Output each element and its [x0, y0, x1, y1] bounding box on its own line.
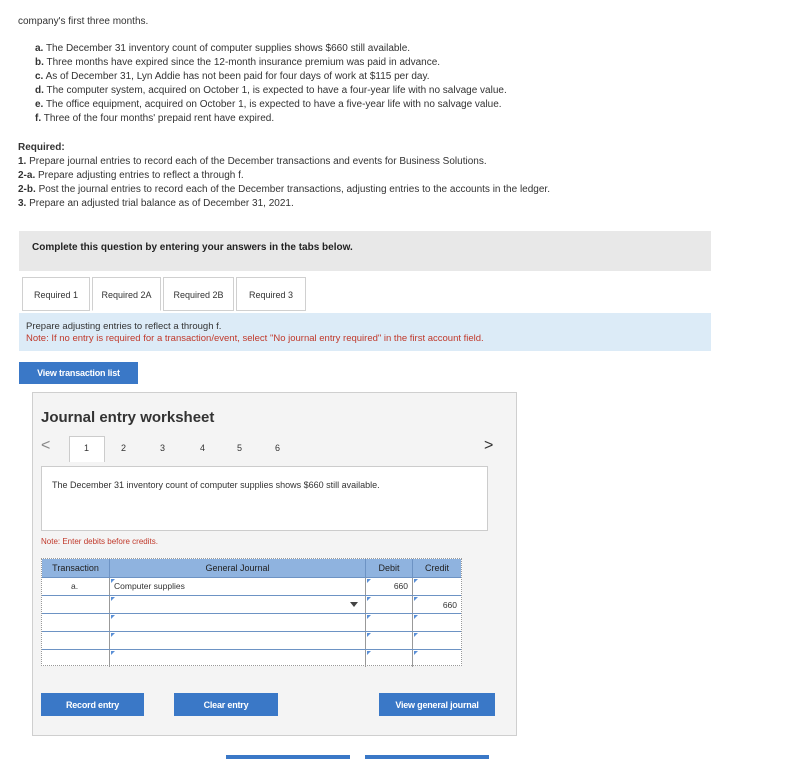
debit-field[interactable]: [366, 596, 413, 613]
col-general-journal: General Journal: [110, 559, 366, 577]
dropdown-arrow-icon[interactable]: [350, 602, 358, 607]
journal-grid: [41, 558, 462, 666]
next-arrow-icon[interactable]: >: [484, 437, 494, 454]
required-section: [18, 141, 550, 211]
page-5[interactable]: 5: [237, 443, 243, 453]
table-row: [42, 613, 461, 631]
account-field[interactable]: [110, 578, 366, 595]
credit-field[interactable]: [413, 632, 461, 649]
adjustment-list: [35, 42, 507, 126]
account-value: Computer supplies: [114, 581, 185, 591]
col-credit: Credit: [413, 559, 461, 577]
complete-question-text: Complete this question by entering your answers in the tabs below.: [32, 242, 353, 253]
credit-field[interactable]: [413, 650, 461, 667]
instructions-note: Note: If no entry is required for a transaction/event, select "No journal entry required" in the first account field.: [26, 333, 484, 344]
prev-tab-button[interactable]: [226, 755, 350, 759]
table-row: [42, 577, 461, 595]
adjustment-item-e: e. The office equipment, acquired on October 1, is expected to have a five-year life with no salvage value.: [35, 99, 502, 110]
transaction-description-box: [41, 466, 488, 531]
view-transaction-list-button[interactable]: View transaction list: [19, 362, 138, 384]
table-row: [42, 595, 461, 613]
tab-required-3[interactable]: Required 3: [236, 277, 306, 311]
row-transaction: a.: [71, 581, 79, 591]
debit-field[interactable]: [366, 632, 413, 649]
instructions-panel: [19, 313, 711, 351]
instructions-line: Prepare adjusting entries to reflect a through f.: [26, 321, 222, 332]
debit-field[interactable]: [366, 650, 413, 667]
debit-field[interactable]: [366, 614, 413, 631]
view-general-journal-button[interactable]: View general journal: [379, 693, 495, 716]
tab-required-2b[interactable]: Required 2B: [163, 277, 234, 311]
table-row: [42, 631, 461, 649]
complete-question-banner: [19, 231, 711, 271]
tab-required-2a[interactable]: Required 2A: [92, 277, 161, 311]
debits-note: Note: Enter debits before credits.: [41, 537, 158, 546]
credit-field[interactable]: [413, 614, 461, 631]
required-item-2b: 2-b. Post the journal entries to record each of the December transactions, adjusting entries to the accounts in the ledger.: [18, 184, 550, 195]
account-select[interactable]: [110, 596, 366, 613]
required-heading: Required:: [18, 142, 65, 153]
worksheet-title: Journal entry worksheet: [41, 409, 215, 426]
tab-required-1[interactable]: Required 1: [22, 277, 90, 311]
account-field[interactable]: [110, 614, 366, 631]
record-entry-button[interactable]: Record entry: [41, 693, 144, 716]
table-row: [42, 649, 461, 667]
adjustment-item-d: d. The computer system, acquired on October 1, is expected to have a four-year life with no salvage value.: [35, 85, 507, 96]
page-6[interactable]: 6: [275, 443, 281, 453]
account-field[interactable]: [110, 632, 366, 649]
page-1[interactable]: 1: [84, 443, 90, 453]
next-tab-button[interactable]: [365, 755, 489, 759]
credit-field[interactable]: [413, 596, 461, 613]
debit-field[interactable]: [366, 578, 413, 595]
adjustment-item-c: c. As of December 31, Lyn Addie has not been paid for four days of work at $115 per day.: [35, 71, 430, 82]
page-4[interactable]: 4: [200, 443, 206, 453]
debit-value: 660: [393, 581, 408, 591]
required-item-2a: 2-a. Prepare adjusting entries to reflect a through f.: [18, 170, 244, 181]
clear-entry-button[interactable]: Clear entry: [174, 693, 278, 716]
page-2[interactable]: 2: [121, 443, 127, 453]
prev-arrow-icon[interactable]: <: [41, 437, 51, 454]
credit-field[interactable]: [413, 578, 461, 595]
adjustment-item-a: a. The December 31 inventory count of computer supplies shows $660 still available.: [35, 43, 411, 54]
page-3[interactable]: 3: [160, 443, 166, 453]
col-transaction: Transaction: [42, 559, 110, 577]
credit-value: 660: [442, 600, 457, 610]
account-field[interactable]: [110, 650, 366, 667]
required-item-1: 1. Prepare journal entries to record each of the December transactions and events for Business Solutions.: [18, 156, 487, 167]
journal-entry-worksheet: [32, 392, 517, 736]
adjustment-item-b: b. Three months have expired since the 12-month insurance premium was paid in advance.: [35, 57, 441, 68]
transaction-description: The December 31 inventory count of computer supplies shows $660 still available.: [52, 480, 380, 490]
intro-top-line: company's first three months.: [18, 16, 149, 27]
adjustment-item-f: f. Three of the four months' prepaid rent have expired.: [35, 113, 275, 124]
required-item-3: 3. Prepare an adjusted trial balance as of December 31, 2021.: [18, 198, 294, 209]
col-debit: Debit: [366, 559, 413, 577]
